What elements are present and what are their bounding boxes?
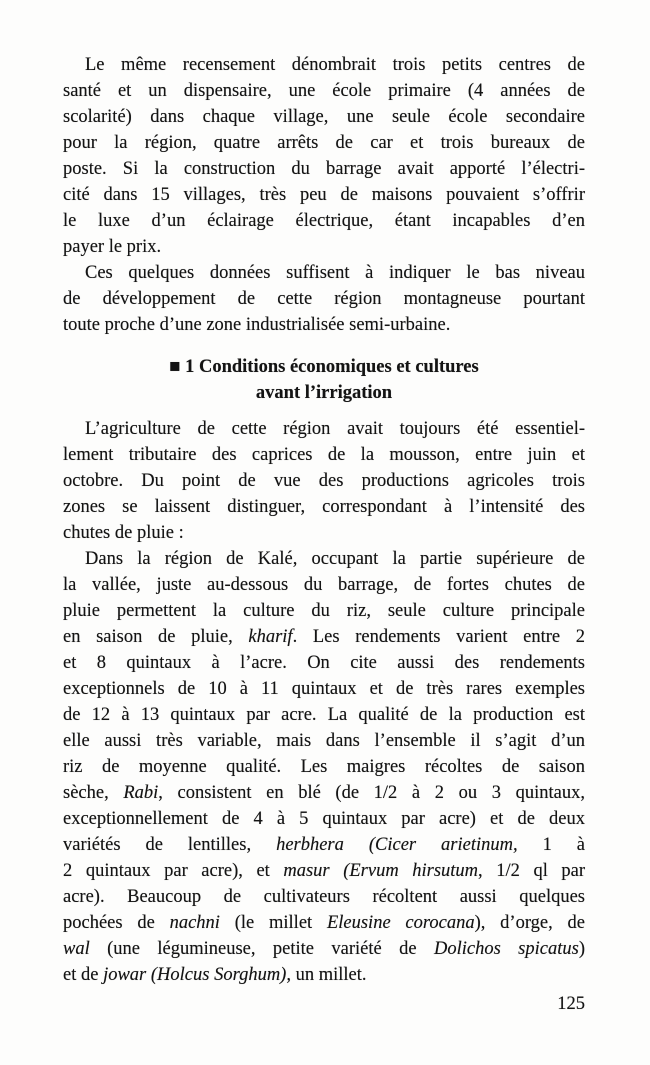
italic-term: Eleusine corocana <box>326 913 475 933</box>
italic-term: wal <box>63 939 90 959</box>
text-line <box>63 416 585 442</box>
text-line <box>63 598 585 624</box>
text-line <box>63 182 585 208</box>
text-line <box>63 234 585 260</box>
text-run: riz de moyenne qualité. Les maigres récoltes de saison <box>63 757 585 777</box>
text-line <box>63 208 585 234</box>
text-line <box>63 806 585 832</box>
text-run: Le même recensement dénombrait trois petits centres de <box>85 55 585 75</box>
text-run: sèche, <box>63 783 124 803</box>
paragraph-2 <box>63 260 585 338</box>
text-line <box>63 676 585 702</box>
italic-term: jowar (Holcus Sorghum), <box>103 965 291 985</box>
text-line <box>63 624 585 650</box>
text-run: (une légumineuse, petite variété de <box>89 939 434 959</box>
text-run: ) <box>578 939 585 959</box>
text-run: payer le prix. <box>63 237 162 257</box>
text-run: exceptionnellement de 4 à 5 quintaux par acre) et de deux <box>63 809 585 829</box>
text-run: exceptionnels de 10 à 11 quintaux et de très rares exemples <box>63 679 585 699</box>
text-run: et 8 quintaux à l’acre. On cite aussi des rendements <box>63 653 585 673</box>
text-run: et de <box>63 965 104 985</box>
text-run: toute proche d’une zone industrialisée semi-urbaine. <box>63 315 451 335</box>
text-line <box>63 286 585 312</box>
text-run: pluie permettent la culture du riz, seule culture principale <box>63 601 585 621</box>
text-run: Ces quelques données suffisent à indiquer le bas niveau <box>85 263 585 283</box>
text-line <box>63 156 585 182</box>
text-line <box>63 312 585 338</box>
text-line <box>63 910 585 936</box>
text-run: poste. Si la construction du barrage avait apporté l’électri- <box>63 159 585 179</box>
text-line <box>63 884 585 910</box>
text-line <box>63 78 585 104</box>
text-run: santé et un dispensaire, une école primaire (4 années de <box>63 81 585 101</box>
text-run: . Les rendements varient entre 2 <box>292 627 585 647</box>
text-run: pour la région, quatre arrêts de car et trois bureaux de <box>63 133 585 153</box>
text-line <box>63 650 585 676</box>
text-line <box>63 442 585 468</box>
text-run: chutes de pluie : <box>63 523 184 543</box>
italic-term: masur (Ervum hirsutum <box>283 861 479 881</box>
italic-term: kharif <box>248 627 293 647</box>
text-line <box>63 702 585 728</box>
text-block <box>63 52 585 988</box>
paragraph-4 <box>63 546 585 988</box>
text-run: lement tributaire des caprices de la mousson, entre juin et <box>63 445 585 465</box>
section-heading <box>63 354 585 406</box>
text-run: elle aussi très variable, mais dans l’ensemble il s’agit d’un <box>63 731 585 751</box>
text-line <box>63 104 585 130</box>
italic-term: nachni <box>169 913 220 933</box>
text-line <box>63 728 585 754</box>
text-line <box>63 754 585 780</box>
text-line <box>63 858 585 884</box>
text-run: , consistent en blé (de 1/2 à 2 ou 3 quintaux, <box>158 783 585 803</box>
text-line <box>63 468 585 494</box>
text-line <box>63 354 585 380</box>
text-line <box>63 494 585 520</box>
text-run: cité dans 15 villages, très peu de maisons pouvaient s’offrir <box>63 185 585 205</box>
page-number: 125 <box>557 994 585 1014</box>
text-line <box>63 520 585 546</box>
text-run: le luxe d’un éclairage électrique, étant incapables d’en <box>63 211 585 231</box>
text-run: octobre. Du point de vue des productions agricoles trois <box>63 471 585 491</box>
text-line <box>63 936 585 962</box>
italic-term: herbhera (Cicer arietinum, <box>276 835 518 855</box>
text-line <box>63 780 585 806</box>
text-line <box>63 380 585 406</box>
text-run: zones se laissent distinguer, correspondant à l’intensité des <box>63 497 585 517</box>
text-run: la vallée, juste au-dessous du barrage, de fortes chutes de <box>63 575 585 595</box>
text-run: de 12 à 13 quintaux par acre. La qualité de la production est <box>63 705 585 725</box>
text-line <box>63 52 585 78</box>
text-run: L’agriculture de cette région avait toujours été essentiel- <box>85 419 585 439</box>
text-line <box>63 260 585 286</box>
text-run: Dans la région de Kalé, occupant la partie supérieure de <box>85 549 585 569</box>
text-run: 2 quintaux par acre), et <box>63 861 284 881</box>
text-run: de développement de cette région montagneuse pourtant <box>63 289 585 309</box>
paragraph-3 <box>63 416 585 546</box>
text-line <box>63 962 585 988</box>
italic-term: Rabi <box>123 783 159 803</box>
text-run: scolarité) dans chaque village, une seule école secondaire <box>63 107 585 127</box>
text-run: avant l’irrigation <box>255 383 393 403</box>
text-run: pochées de <box>63 913 170 933</box>
text-run: acre). Beaucoup de cultivateurs récoltent aussi quelques <box>63 887 585 907</box>
text-line <box>63 832 585 858</box>
text-run: variétés de lentilles, <box>63 835 277 855</box>
text-run: un millet. <box>290 965 367 985</box>
text-run: ■ 1 Conditions économiques et cultures <box>169 357 479 377</box>
text-line <box>63 130 585 156</box>
paragraph-1 <box>63 52 585 260</box>
text-run: 1 à <box>517 835 585 855</box>
text-run: (le millet <box>219 913 327 933</box>
text-run: ), d’orge, de <box>474 913 585 933</box>
text-run: en saison de pluie, <box>63 627 249 647</box>
text-run: , 1/2 ql par <box>478 861 586 881</box>
text-line <box>63 546 585 572</box>
text-line <box>63 572 585 598</box>
italic-term: Dolichos spicatus <box>433 939 579 959</box>
